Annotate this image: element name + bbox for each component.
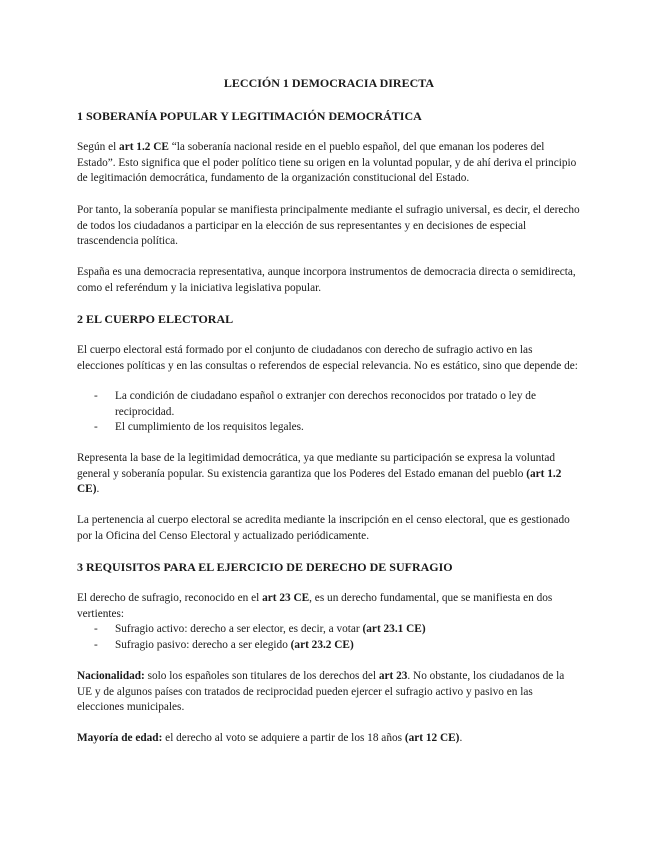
section-heading-2: 2 EL CUERPO ELECTORAL	[77, 312, 234, 326]
section-1-paragraph-1: Según el art 1.2 CE “la soberanía nacional reside en el pueblo español, del que emanan los poderes del Estado”. Esto significa que el poder político tiene su origen en la voluntad popular, y de ahí deriva el principio de legitimación democrática, fundamento de la organización constitucional del Estado.	[77, 141, 577, 184]
section-2-paragraph-1: El cuerpo electoral está formado por el conjunto de ciudadanos con derecho de sufragio activo en las elecciones políticas y en las consultas o referendos de especial relevancia. No es estático, sino que depende de:	[77, 344, 578, 372]
section-1-paragraph-2: Por tanto, la soberanía popular se manifiesta principalmente mediante el sufragio universal, es decir, el derecho de todos los ciudadanos a participar en la elección de sus representantes y en decisiones de especial trascendencia política.	[77, 204, 580, 247]
section-3-paragraph-2: Nacionalidad: solo los españoles son titulares de los derechos del art 23. No obstante, los ciudadanos de la UE y de algunos países con tratados de reciprocidad pueden ejercer el sufragio activo y pasivo en las elecciones municipales.	[77, 670, 565, 713]
list-dash: -	[94, 639, 98, 651]
section-3-paragraph-1: El derecho de sufragio, reconocido en el art 23 CE, es un derecho fundamental, que se manifiesta en dos vertientes:	[77, 592, 553, 620]
section-2-paragraph-3: La pertenencia al cuerpo electoral se acredita mediante la inscripción en el censo electoral, que es gestionado por la Oficina del Censo Electoral y actualizado periódicamente.	[77, 514, 570, 542]
section-heading-3: 3 REQUISITOS PARA EL EJERCICIO DE DERECHO DE SUFRAGIO	[77, 560, 453, 574]
list-dash: -	[94, 623, 98, 635]
section-2-paragraph-2: Representa la base de la legitimidad democrática, ya que mediante su participación se expresa la voluntad general y soberanía popular. Su existencia garantiza que los Poderes del Estado emanan del pueblo (art 1.2 CE).	[77, 452, 562, 495]
section-1-paragraph-3: España es una democracia representativa, aunque incorpora instrumentos de democracia directa o semidirecta, como el referéndum y la iniciativa legislativa popular.	[77, 266, 576, 294]
list-dash: -	[94, 421, 98, 433]
document-title: LECCIÓN 1 DEMOCRACIA DIRECTA	[223, 76, 435, 90]
section-heading-1: 1 SOBERANÍA POPULAR Y LEGITIMACIÓN DEMOCRÁTICA	[77, 109, 422, 123]
list-dash: -	[94, 390, 98, 402]
list-item: - La condición de ciudadano español o extranjer con derechos reconocidos por tratado o ley de reciprocidad.	[94, 390, 536, 418]
section-3-paragraph-3: Mayoría de edad: el derecho al voto se adquiere a partir de los 18 años (art 12 CE).	[77, 732, 463, 744]
list-item: - Sufragio activo: derecho a ser elector, es decir, a votar (art 23.1 CE)	[94, 622, 574, 638]
list-item: - El cumplimiento de los requisitos legales.	[94, 420, 574, 436]
list-item: - Sufragio pasivo: derecho a ser elegido (art 23.2 CE)	[94, 638, 574, 654]
